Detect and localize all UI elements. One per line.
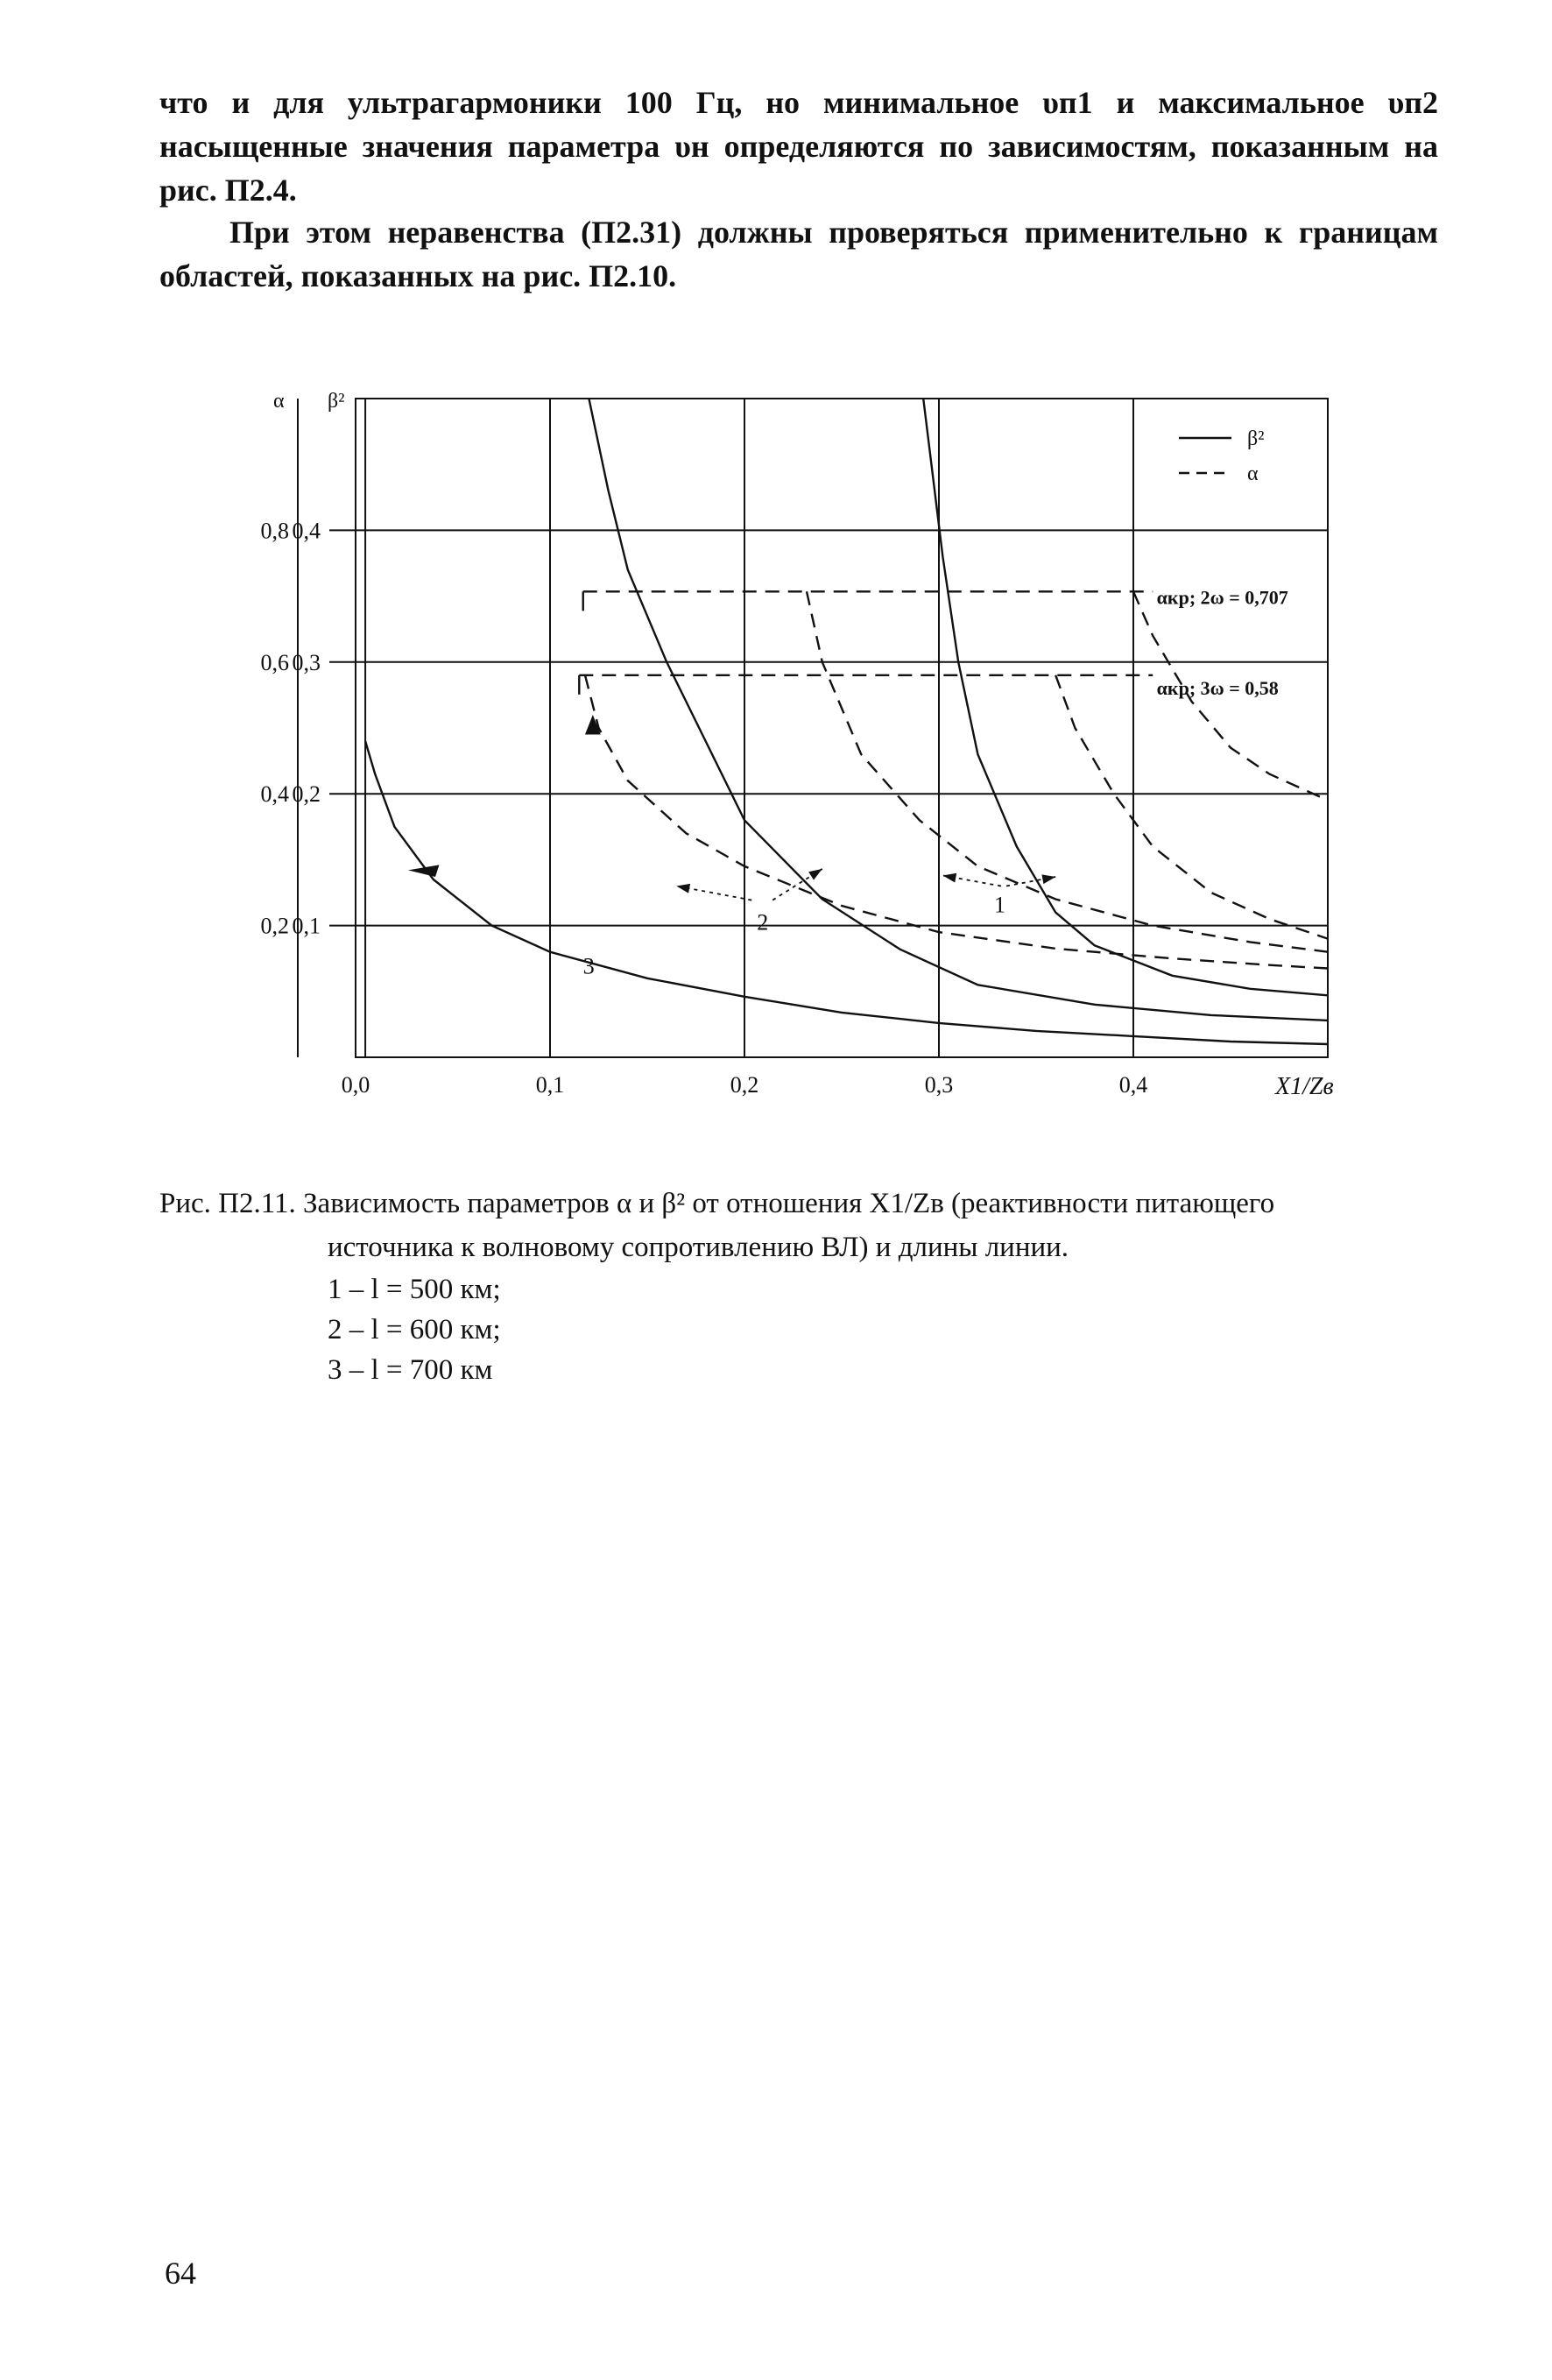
x-tick-label: 0,4 [1118, 1072, 1148, 1098]
legend-label-alpha: α [1247, 463, 1259, 485]
beta2-tick-label: 0,1 [292, 913, 321, 939]
beta2-series-line [365, 741, 1328, 1044]
beta2-series-line [589, 399, 1328, 1021]
x-axis-title: X1/Zв [1275, 1073, 1334, 1100]
alpha-tick-label: 0,8 [260, 518, 289, 544]
leader-arrowhead [808, 869, 822, 880]
leader-arrowhead [942, 873, 956, 883]
paragraph-1: что и для ультрагармоники 100 Гц, но минимальное υп1 и максимальное υп2 насыщенные значения параметра υн определяются по зависимостям, показанным на рис. П2.4. [159, 85, 1438, 208]
leader-arrowhead [676, 884, 690, 893]
x-tick-label: 0,2 [730, 1072, 759, 1098]
curve-label-3: 3 [582, 953, 595, 979]
alpha-tick-label: 0,2 [260, 913, 289, 939]
figure-chart [247, 372, 1359, 1165]
paragraph-2: При этом неравенства (П2.31) должны проверяться применительно к границам областей, показанных на рис. П2.10. [159, 215, 1438, 293]
x-tick-label: 0,3 [924, 1072, 954, 1098]
x-tick-label: 0,1 [535, 1072, 565, 1098]
chart-annotations [408, 438, 1231, 900]
alpha-tick-label: 0,6 [260, 649, 289, 675]
caption-legend-item: 3 – l = 700 км [328, 1354, 493, 1386]
alpha-series-line [1055, 675, 1328, 939]
leader-arrowhead [1041, 874, 1055, 884]
beta2-tick-label: 0,4 [292, 518, 321, 544]
alpha-series-line [807, 591, 1328, 951]
beta2-tick-label: 0,2 [292, 781, 321, 808]
x-tick-label: 0,0 [341, 1072, 370, 1098]
alpha-tick-label: 0,4 [260, 781, 289, 808]
beta2-axis-title: β² [328, 390, 345, 413]
caption-legend-item: 2 – l = 600 км; [328, 1314, 501, 1345]
chart-curves [365, 399, 1328, 1044]
curve-label-1: 1 [994, 892, 1006, 918]
alpha-axis-title: α [273, 390, 285, 413]
legend-label-beta2: β² [1247, 427, 1265, 450]
page-number: 64 [165, 2256, 196, 2291]
alpha-series-line [585, 675, 1328, 969]
figure-caption-line2: источника к волновому сопротивлению ВЛ) и длины линии. [328, 1232, 1069, 1263]
figure-caption-title: Рис. П2.11. Зависимость параметров α и β² от отношения X1/Zв (реактивности питающего [159, 1188, 1275, 1219]
beta2-tick-label: 0,3 [292, 649, 321, 675]
alpha-critical-label: αкр; 2ω = 0,707 [1156, 586, 1288, 609]
caption-legend-item: 1 – l = 500 км; [328, 1274, 501, 1305]
alpha-critical-label: αкр; 3ω = 0,58 [1156, 676, 1279, 699]
curve-label-2: 2 [757, 909, 769, 936]
chart-labels [261, 390, 1334, 1100]
chart-grid [298, 399, 1328, 1057]
